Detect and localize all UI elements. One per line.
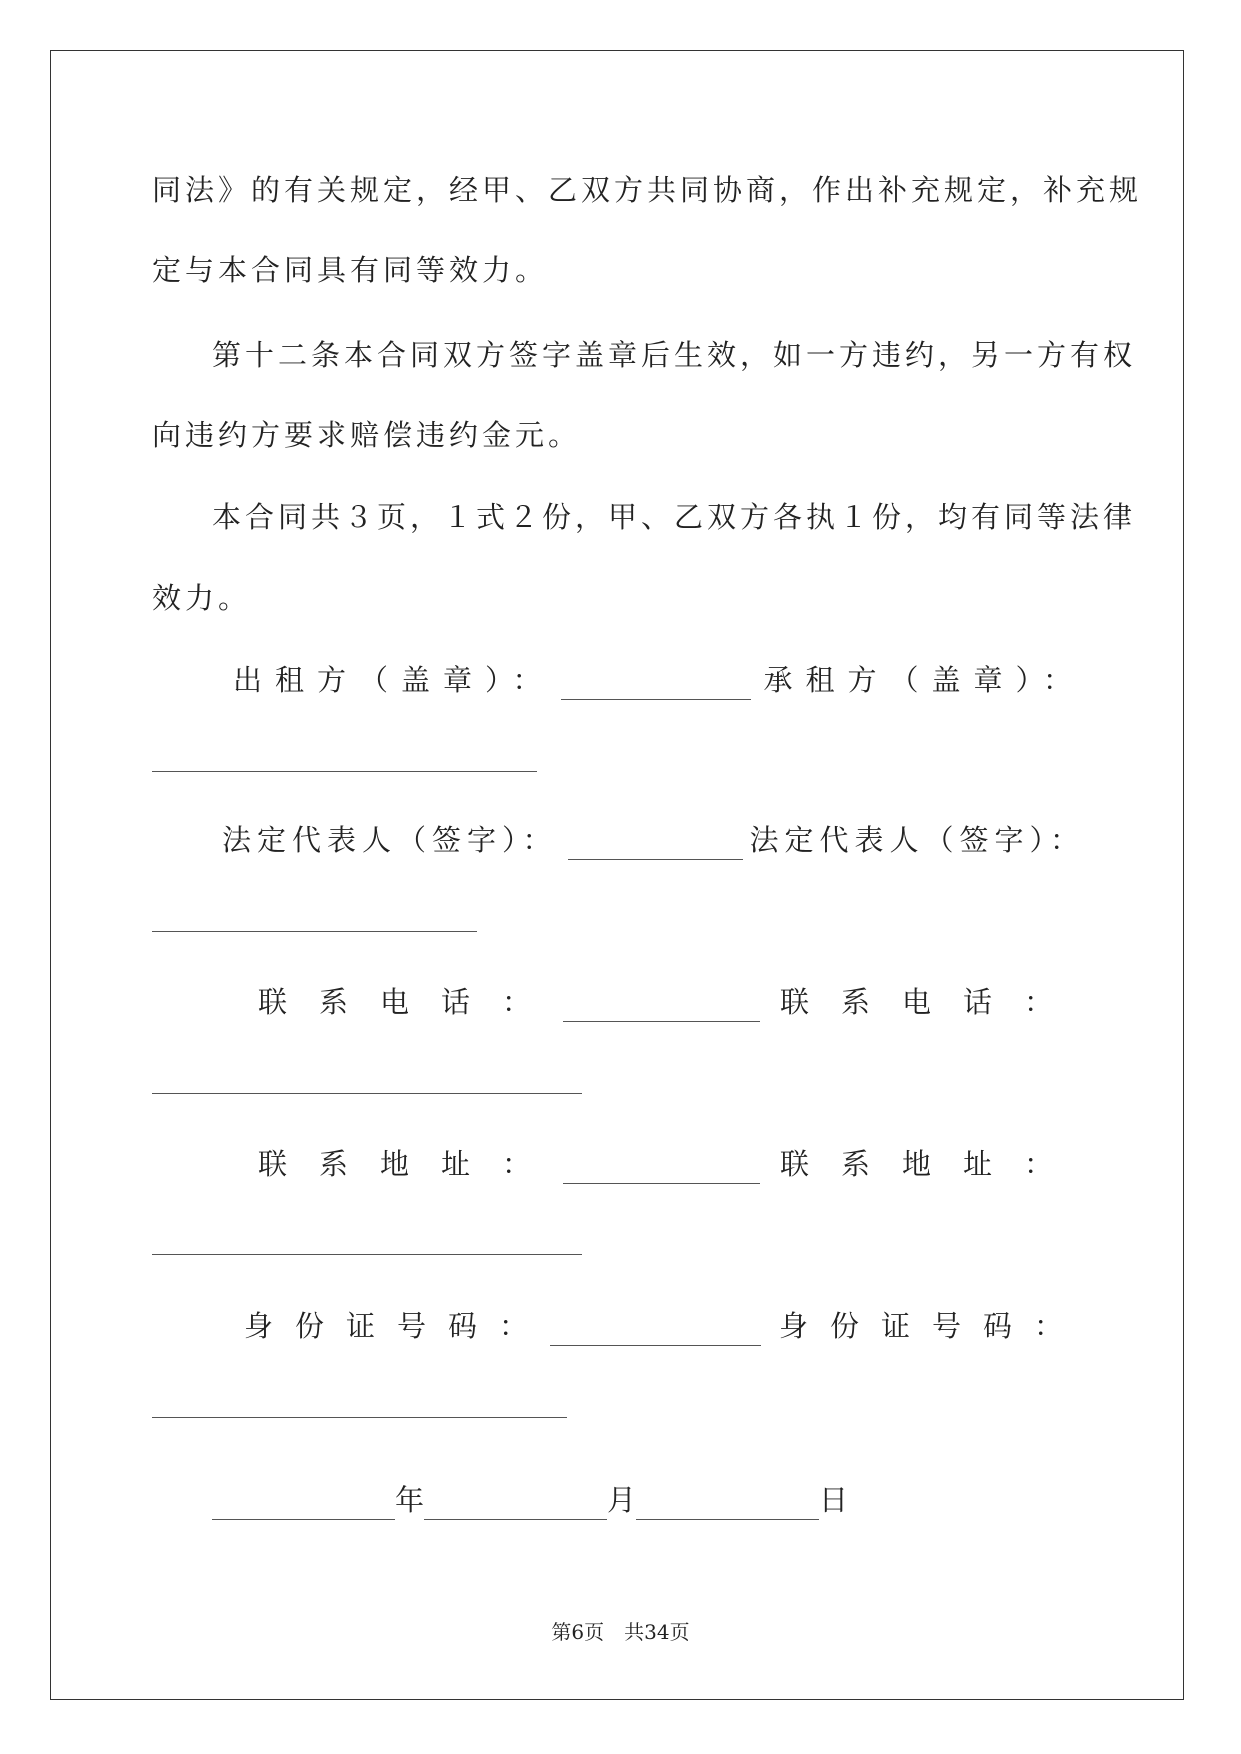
legal-rep-a-blank[interactable] [568,829,744,860]
id-a-blank[interactable] [550,1315,761,1346]
address-a-blank[interactable] [563,1153,760,1184]
phone-a-label: 联系电话： [258,985,564,1019]
id-a-label: 身份证号码： [244,1309,551,1343]
address-a-label: 联系地址： [258,1147,564,1181]
phone-b-blank[interactable] [152,1092,582,1094]
paragraph-line: 向违约方要求赔偿违约金元。 [152,418,582,452]
lessee-seal-blank[interactable] [152,770,537,772]
id-b-blank[interactable] [152,1416,567,1418]
page-footer: 第6页 共34页 [551,1620,690,1644]
paragraph-line: 第十二条本合同双方签字盖章后生效，如一方违约，另一方有权 [212,338,1137,372]
address-b-label: 联系地址： [779,1147,1085,1181]
address-row [258,1144,1085,1184]
paragraph-line: 本合同共３页，１式２份，甲、乙双方各执１份，均有同等法律 [212,500,1137,534]
date-row [212,1480,848,1520]
lessor-seal-label: 出租方（盖章）： [233,663,555,697]
legal-rep-row [222,820,1085,860]
day-label: 日 [819,1483,849,1517]
phone-b-label: 联系电话： [779,985,1085,1019]
year-label: 年 [395,1483,425,1517]
seal-row [233,660,1085,700]
legal-rep-b-label: 法定代表人（签字）： [749,823,1085,857]
phone-row [258,982,1085,1022]
page-border [50,50,1184,1700]
month-label: 月 [607,1483,637,1517]
paragraph-line: 定与本合同具有同等效力。 [152,253,549,287]
paragraph-line: 效力。 [152,581,252,615]
legal-rep-a-label: 法定代表人（签字）： [222,823,558,857]
lessee-seal-label: 承租方（盖章）： [763,663,1085,697]
day-blank[interactable] [636,1489,819,1520]
address-b-blank[interactable] [152,1253,582,1255]
lessor-seal-blank[interactable] [561,669,752,700]
legal-rep-b-blank[interactable] [152,930,477,932]
month-blank[interactable] [424,1489,607,1520]
phone-a-blank[interactable] [563,991,760,1022]
year-blank[interactable] [212,1489,395,1520]
paragraph-line: 同法》的有关规定，经甲、乙双方共同协商，作出补充规定，补充规 [152,173,1143,207]
id-row [244,1306,1085,1346]
id-b-label: 身份证号码： [778,1309,1085,1343]
